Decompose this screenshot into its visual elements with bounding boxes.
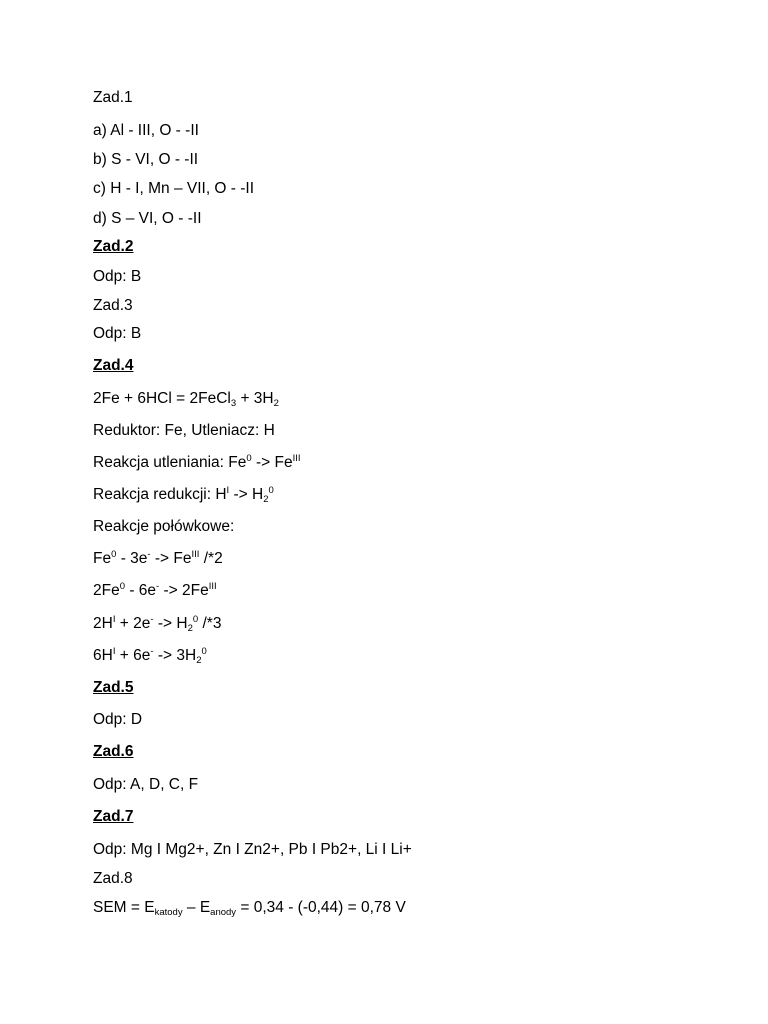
zad7-answer: Odp: Mg I Mg2+, Zn I Zn2+, Pb I Pb2+, Li I Li+	[93, 841, 412, 858]
zad2-answer: Odp: B	[93, 268, 142, 285]
zad3-title: Zad.3	[93, 297, 133, 314]
zad4-half-reaction-2: $2Fe^0 - 6e^- -> 2Fe^{III}$	[93, 581, 217, 599]
zad7-title: Zad.7	[93, 808, 134, 825]
zad4-half-reaction-4: $6H^I + 6e^- -> 3H_2^0$	[93, 646, 207, 666]
zad1-line-d: d) S – VI, O - -II	[93, 210, 202, 227]
zad6-title: Zad.6	[93, 743, 134, 760]
zad5-answer: Odp: D	[93, 711, 143, 728]
zad4-agents: Reduktor: Fe, Utleniacz: H	[93, 422, 275, 439]
zad8-sem-formula: SEM = $E_{katody} - E_{anody} = 0,34 - (-0,44) = 0,78$ V	[93, 899, 406, 918]
zad4-title: Zad.4	[93, 357, 134, 374]
zad4-oxidation: Reakcja utleniania: $Fe^0 -> Fe^{III}$	[93, 453, 301, 471]
zad8-title: Zad.8	[93, 870, 133, 887]
zad4-half-reaction-3: $2H^I + 2e^- -> H_2^0$ /*3	[93, 614, 222, 634]
zad1-line-a: a) Al - III, O - -II	[93, 122, 199, 139]
zad5-title: Zad.5	[93, 679, 134, 696]
zad4-reduction: Reakcja redukcji: $H^I -> H_2^0$	[93, 485, 274, 505]
zad1-line-c: c) H - I, Mn – VII, O - -II	[93, 180, 255, 197]
zad3-answer: Odp: B	[93, 325, 142, 342]
zad4-half-reaction-1: $Fe^0 - 3e^- -> Fe^{III}$ /*2	[93, 549, 223, 567]
zad4-equation: 2Fe + 6HCl = 2FeCl$_3$ + $3H_2$	[93, 390, 279, 409]
zad6-answer: Odp: A, D, C, F	[93, 776, 199, 793]
zad4-half-reactions-label: Reakcje połówkowe:	[93, 518, 235, 535]
zad2-title: Zad.2	[93, 238, 134, 255]
zad1-line-b: b) S - VI, O - -II	[93, 151, 199, 168]
zad1-title: Zad.1	[93, 89, 133, 106]
